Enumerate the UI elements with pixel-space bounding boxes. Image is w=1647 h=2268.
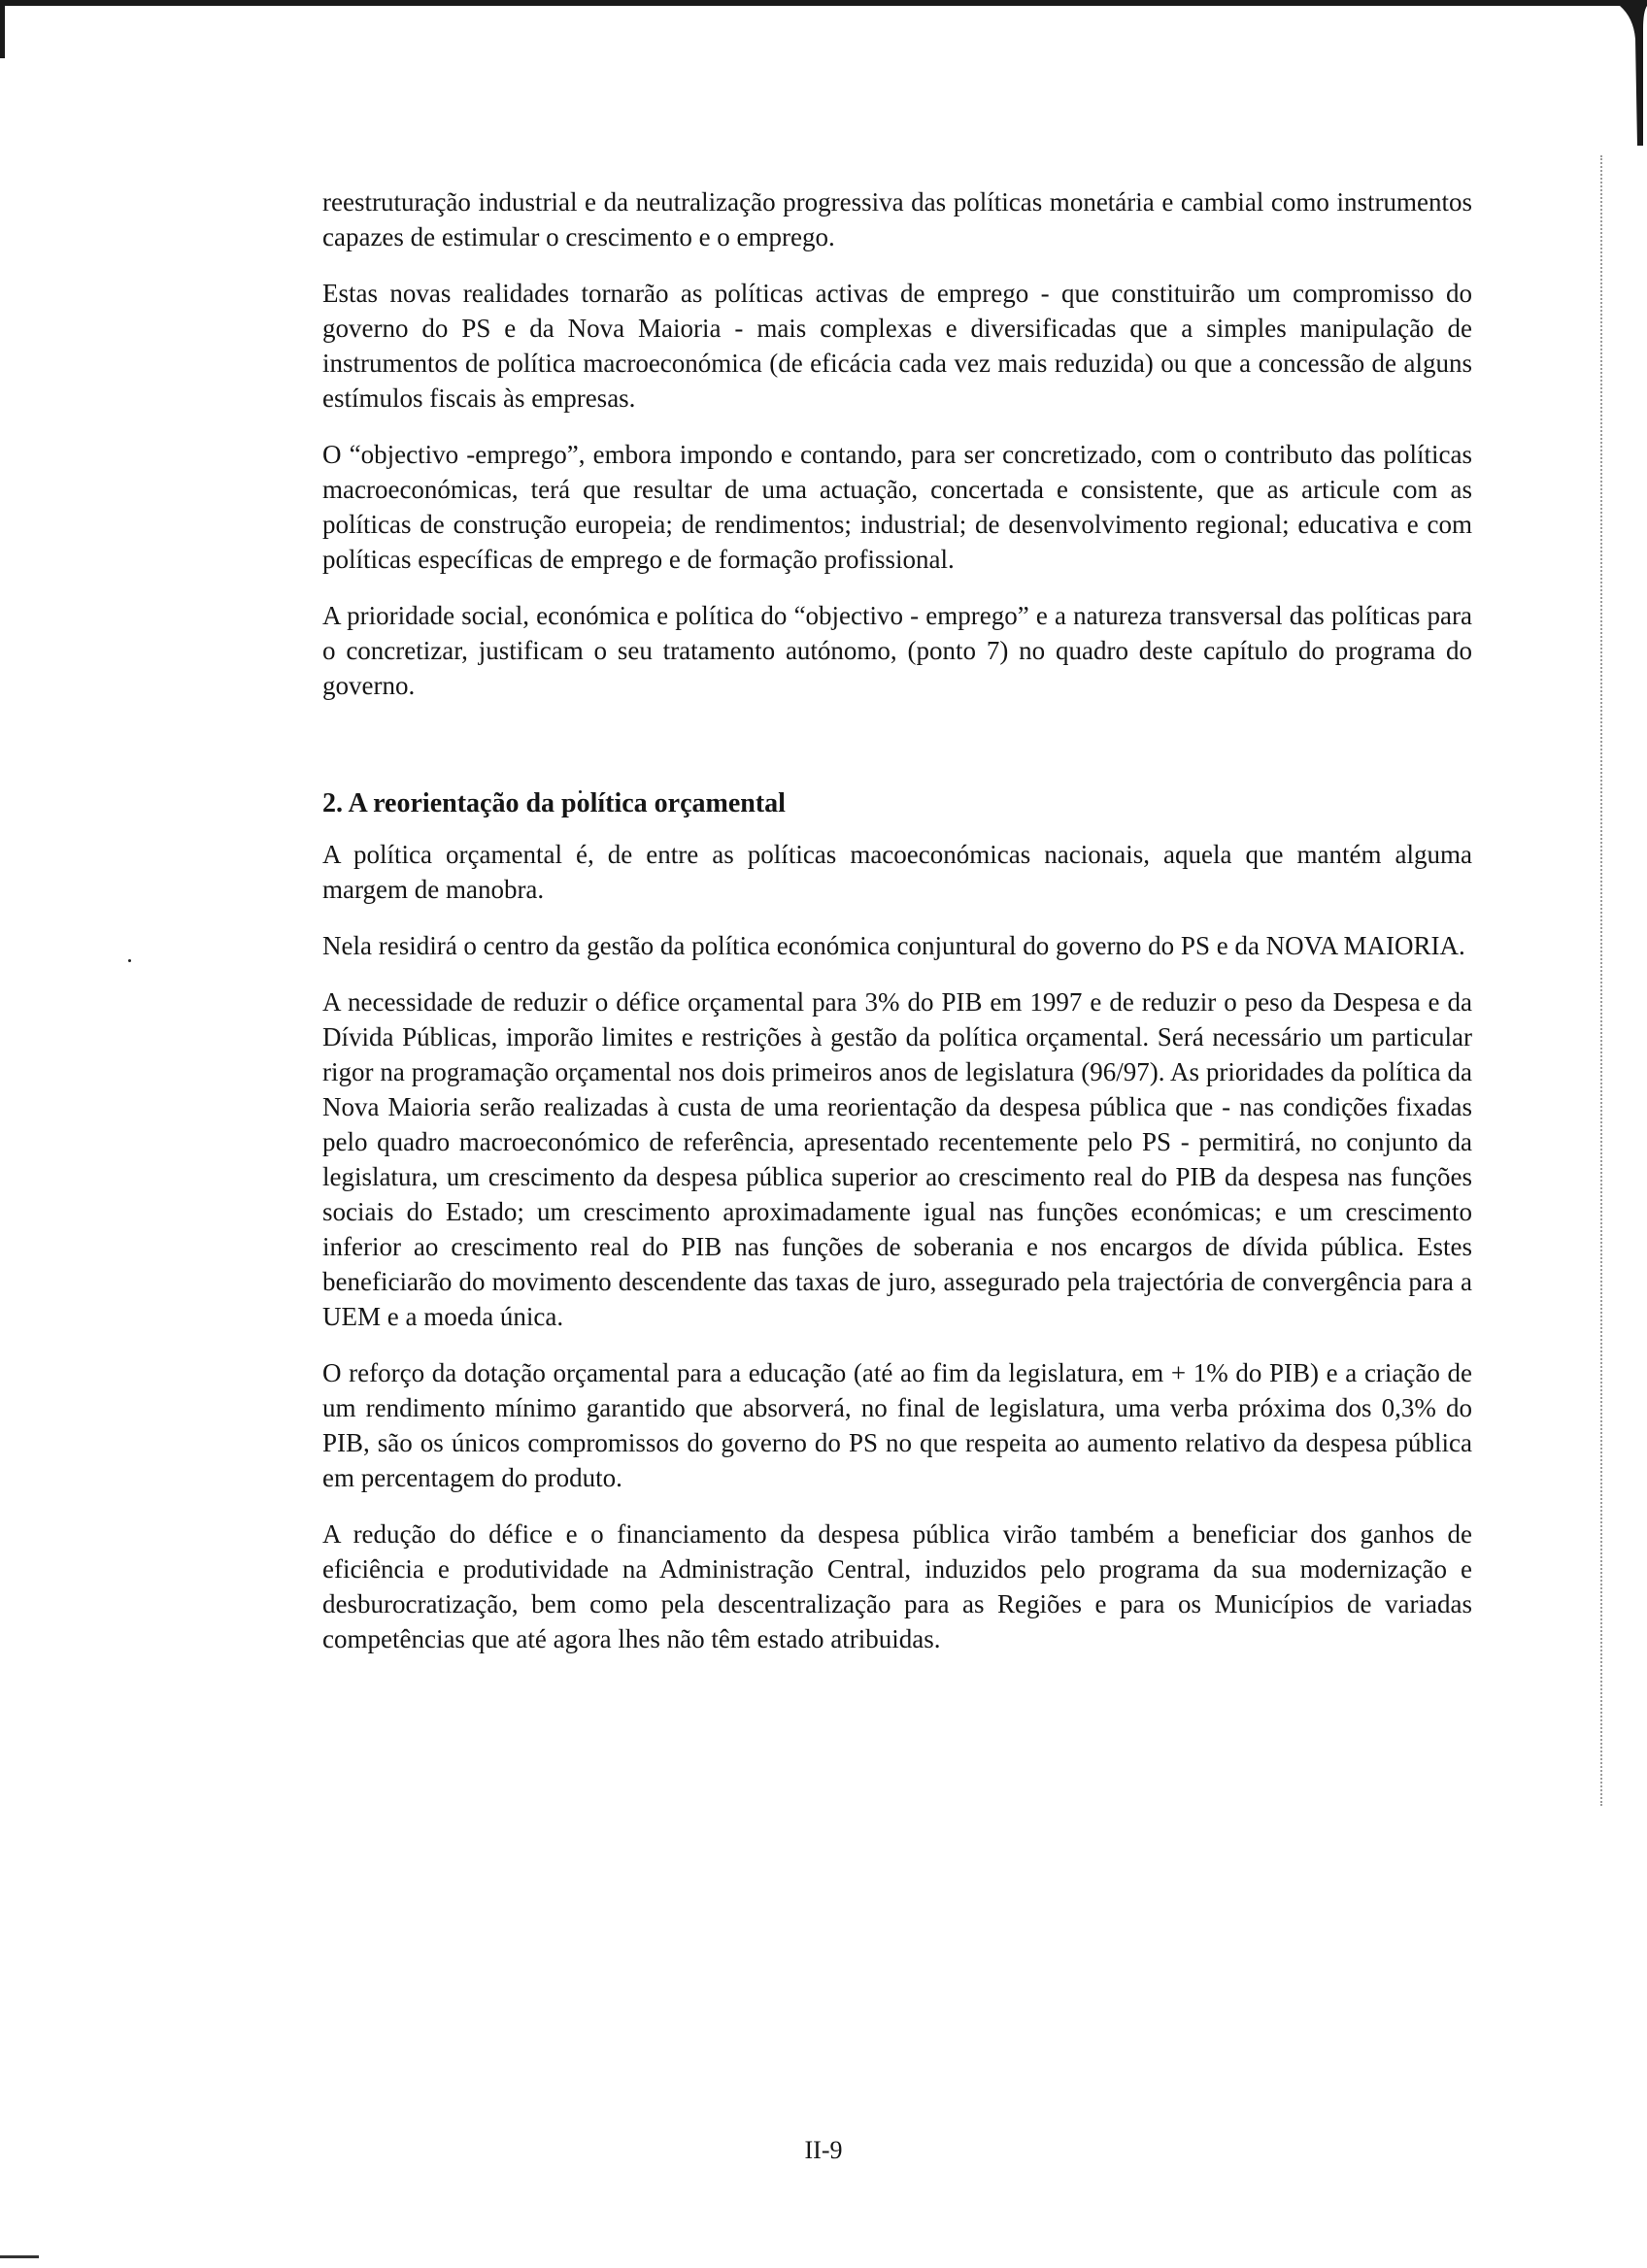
scan-corner-mark [1591, 0, 1647, 146]
scan-edge-right [1600, 155, 1602, 1806]
scan-edge-bottom [0, 2255, 39, 2258]
scan-edge-top [0, 0, 1647, 6]
paragraph: A redução do défice e o financiamento da despesa pública virão também a beneficiar dos ganhos de eficiência e produtividade na Administração Central, induzidos pelo programa da sua modernização e desburocratização, bem como pela descentralização para as Regiões e para os Municípios de variadas competências que até agora lhes não têm estado atribuidas. [322, 1519, 1472, 1653]
document-body [322, 184, 1472, 1678]
section-intro [322, 184, 1472, 703]
section-budget-policy [322, 786, 1472, 1656]
paragraph: A necessidade de reduzir o défice orçamental para 3% do PIB em 1997 e de reduzir o peso da Despesa e da Dívida Públicas, imporão limites e restrições à gestão da política orçamental. Será necessário um particular rigor na programação orçamental nos dois primeiros anos de legislatura (96/97). As prioridades da política da Nova Maioria serão realizadas à custa de uma reorientação da despesa pública que - nas condições fixadas pelo quadro macroeconómico de referência, apresentado recentemente pelo PS - permitirá, no conjunto da legislatura, um crescimento da despesa pública superior ao crescimento real do PIB da despesa nas funções sociais do Estado; um crescimento aproximadamente igual nas funções económicas; e um crescimento inferior ao crescimento real do PIB nas funções de soberania e nos encargos de dívida pública. Estes beneficiarão do movimento descendente das taxas de juro, assegurado pela trajectória de convergência para a UEM e a moeda única. [322, 987, 1472, 1331]
scan-speck [128, 959, 131, 962]
page-number: II-9 [804, 2136, 843, 2164]
paragraph: Nela residirá o centro da gestão da política económica conjuntural do governo do PS e da NOVA MAIORIA. [322, 931, 1465, 960]
paragraph: reestruturação industrial e da neutralização progressiva das políticas monetária e cambial como instrumentos capazes de estimular o crescimento e o emprego. [322, 187, 1472, 251]
paragraph: A política orçamental é, de entre as políticas macoeconómicas nacionais, aquela que mantém alguma margem de manobra. [322, 840, 1472, 904]
section-heading: 2. A reorientação da política orçamental [322, 788, 786, 818]
paragraph: A prioridade social, económica e política do “objectivo - emprego” e a natureza transversal das políticas para o concretizar, justificam o seu tratamento autónomo, (ponto 7) no quadro deste capítulo do programa do governo. [322, 601, 1472, 700]
paragraph: O reforço da dotação orçamental para a educação (até ao fim da legislatura, em + 1% do PIB) e a criação de um rendimento mínimo garantido que absorverá, no final de legislatura, uma verba próxima dos 0,3% do PIB, são os únicos compromissos do governo do PS no que respeita ao aumento relativo da despesa pública em percentagem do produto. [322, 1358, 1472, 1492]
paragraph: O “objectivo -emprego”, embora impondo e contando, para ser concretizado, com o contributo das políticas macroeconómicas, terá que resultar de uma actuação, concertada e consistente, que as articule com as políticas de construção europeia; de rendimentos; industrial; de desenvolvimento regional; educativa e com políticas específicas de emprego e de formação profissional. [322, 440, 1472, 574]
paragraph: Estas novas realidades tornarão as políticas activas de emprego - que constituirão um compromisso do governo do PS e da Nova Maioria - mais complexas e diversificadas que a simples manipulação de instrumentos de política macroeconómica (de eficácia cada vez mais reduzida) ou que a concessão de alguns estímulos fiscais às empresas. [322, 279, 1472, 413]
scan-edge-left [0, 0, 5, 58]
